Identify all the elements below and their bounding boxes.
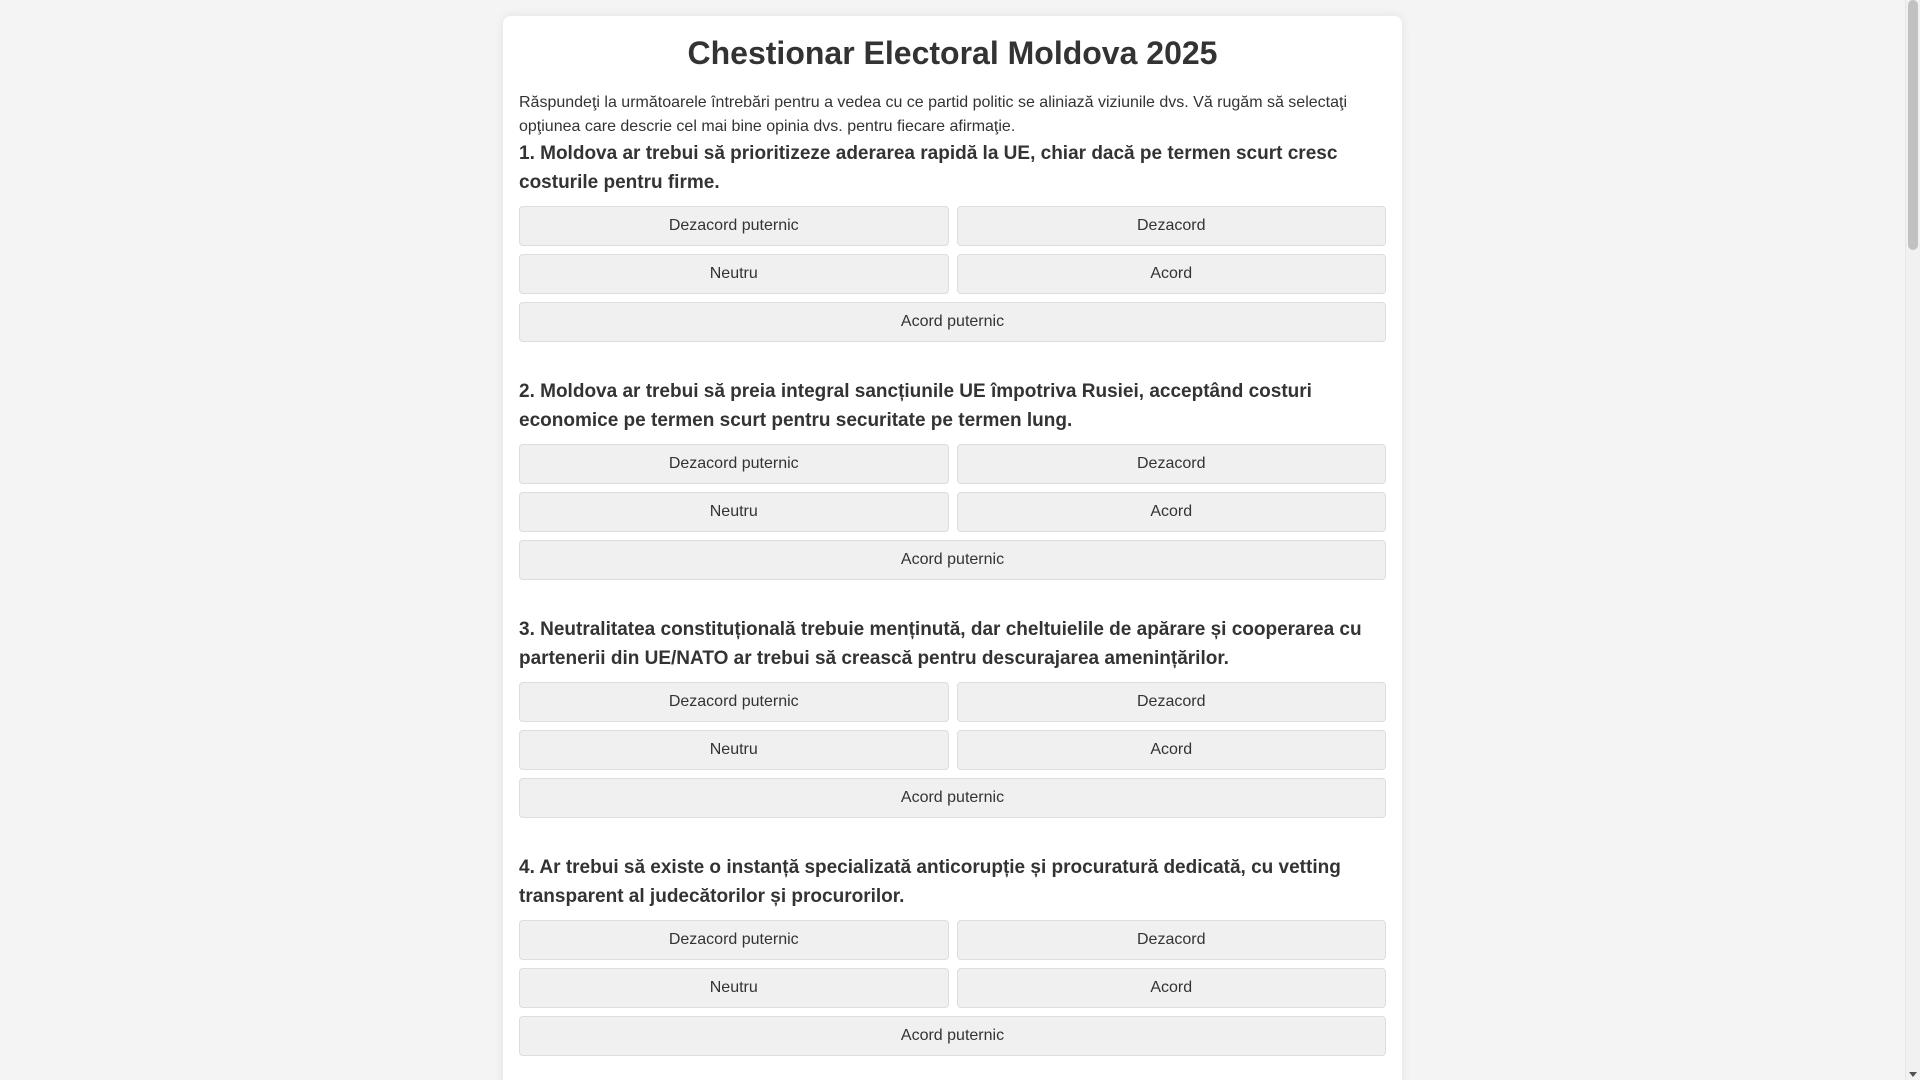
option-acord-puternic[interactable]: Acord puternic [519,1016,1386,1056]
option-acord-puternic[interactable]: Acord puternic [519,778,1386,818]
scroll-down-arrow-icon[interactable] [1909,1072,1917,1077]
answer-options [519,920,1386,1056]
answer-options [519,682,1386,818]
option-neutru[interactable]: Neutru [519,492,949,532]
question-4 [519,853,1386,1056]
question-text: 1. Moldova ar trebui să prioritizeze aderarea rapidă la UE, chiar dacă pe termen scurt cresc costurile pentru firme. [519,143,1338,193]
intro-text: Răspundeţi la următoarele întrebări pentru a vedea cu ce partid politic se aliniază viziunile dvs. Vă rugăm să selectaţi opţiunea care descrie cel mai bine opinia dvs. pentru fiecare afirmaţie. [519,94,1347,135]
question-text: 4. Ar trebui să existe o instanță specializată anticorupție și procuratură dedicată, cu vetting transparent al judecătorilor și procurorilor. [519,857,1341,907]
vertical-scrollbar[interactable] [1905,0,1920,1080]
questionnaire-card [503,16,1402,1080]
question-text: 2. Moldova ar trebui să preia integral sancțiunile UE împotriva Rusiei, acceptând costuri economice pe termen scurt pentru securitate pe termen lung. [519,381,1312,431]
page-title: Chestionar Electoral Moldova 2025 [687,35,1218,71]
option-dezacord-puternic[interactable]: Dezacord puternic [519,920,949,960]
option-dezacord[interactable]: Dezacord [957,206,1387,246]
option-dezacord[interactable]: Dezacord [957,920,1387,960]
question-1 [519,139,1386,342]
option-dezacord-puternic[interactable]: Dezacord puternic [519,682,949,722]
option-dezacord-puternic[interactable]: Dezacord puternic [519,444,949,484]
question-text: 3. Neutralitatea constituțională trebuie menținută, dar cheltuielile de apărare și cooperarea cu partenerii din UE/NATO ar trebui să crească pentru descurajarea amenințărilor. [519,619,1362,669]
option-dezacord[interactable]: Dezacord [957,682,1387,722]
option-neutru[interactable]: Neutru [519,254,949,294]
option-neutru[interactable]: Neutru [519,730,949,770]
option-acord[interactable]: Acord [957,254,1387,294]
option-acord[interactable]: Acord [957,492,1387,532]
question-2 [519,377,1386,580]
option-neutru[interactable]: Neutru [519,968,949,1008]
answer-options [519,206,1386,342]
option-acord-puternic[interactable]: Acord puternic [519,302,1386,342]
scrollbar-thumb[interactable] [1908,0,1918,250]
option-dezacord-puternic[interactable]: Dezacord puternic [519,206,949,246]
option-acord[interactable]: Acord [957,968,1387,1008]
option-acord[interactable]: Acord [957,730,1387,770]
question-3 [519,615,1386,818]
option-acord-puternic[interactable]: Acord puternic [519,540,1386,580]
answer-options [519,444,1386,580]
option-dezacord[interactable]: Dezacord [957,444,1387,484]
